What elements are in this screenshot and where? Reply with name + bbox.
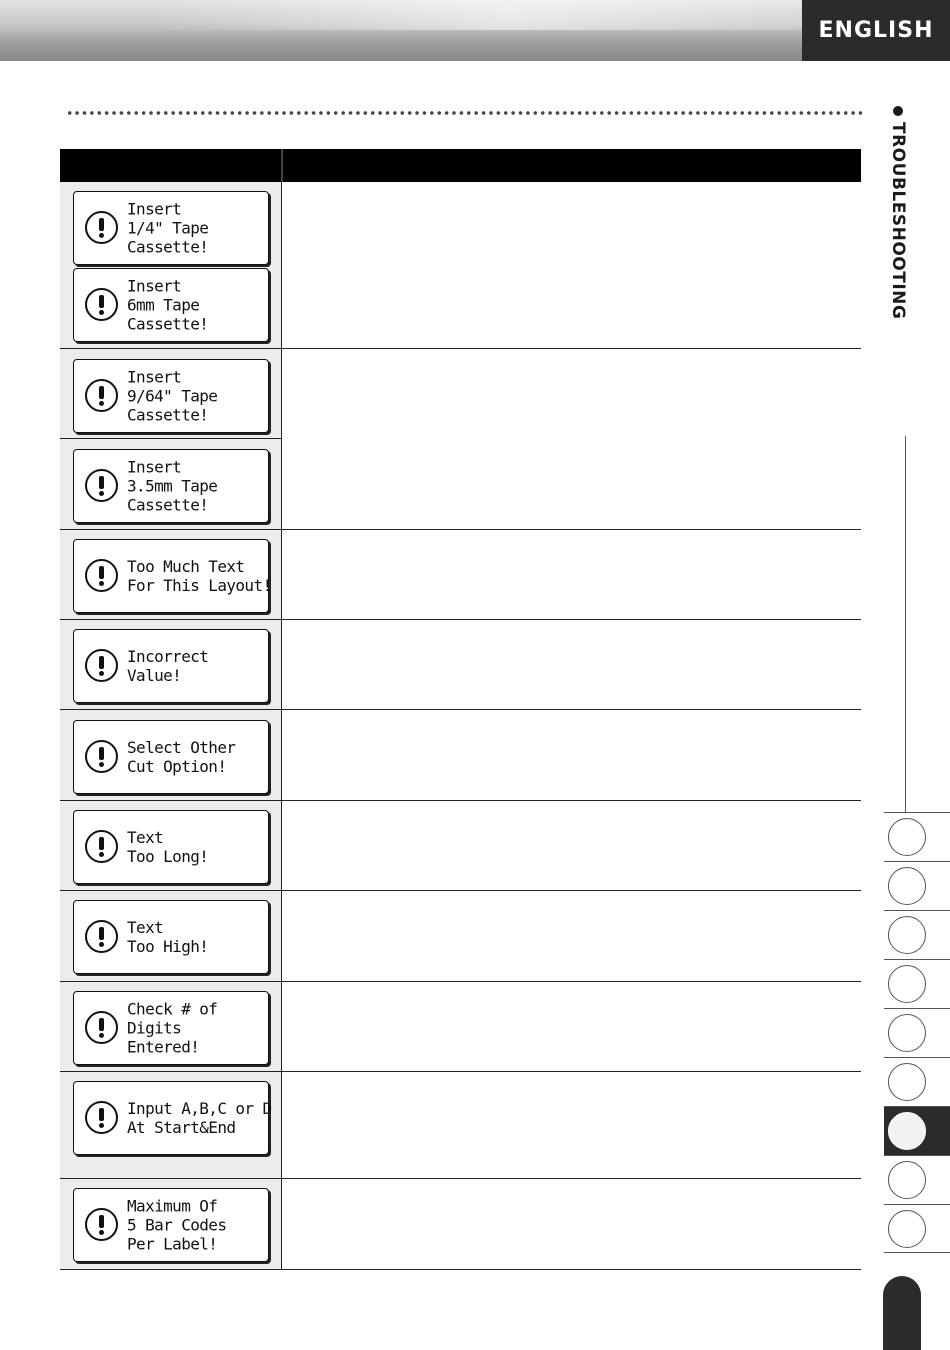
error-message-box bbox=[73, 191, 269, 265]
error-message-box bbox=[73, 810, 269, 884]
section-label bbox=[888, 106, 908, 319]
exclamation-icon bbox=[85, 1208, 118, 1241]
dotted-divider bbox=[66, 110, 862, 116]
chapter-tab-6[interactable] bbox=[884, 1057, 950, 1106]
chapter-tab-9[interactable] bbox=[884, 1204, 950, 1253]
row-divider bbox=[60, 709, 861, 710]
exclamation-icon bbox=[85, 379, 118, 412]
error-message-box bbox=[73, 900, 269, 974]
table-bottom-rule bbox=[60, 1269, 861, 1270]
message-text: Maximum Of 5 Bar Codes Per Label! bbox=[127, 1196, 227, 1254]
row-divider bbox=[60, 348, 861, 349]
message-text: Input A,B,C or D At Start&End bbox=[127, 1099, 272, 1137]
chapter-tab-8[interactable] bbox=[884, 1155, 950, 1204]
exclamation-icon bbox=[85, 288, 118, 321]
message-text: Insert 6mm Tape Cassette! bbox=[127, 276, 209, 334]
error-message-box bbox=[73, 1081, 272, 1155]
error-message-box bbox=[73, 720, 269, 794]
chapter-circle-icon bbox=[888, 1112, 926, 1150]
error-message-box bbox=[73, 1188, 269, 1262]
message-text: Insert 1/4" Tape Cassette! bbox=[127, 199, 209, 257]
chapter-tab-7-active[interactable] bbox=[884, 1106, 950, 1155]
chapter-circle-icon bbox=[888, 1063, 926, 1101]
column-divider bbox=[281, 182, 282, 1270]
message-text: Insert 9/64" Tape Cassette! bbox=[127, 367, 218, 425]
message-text: Text Too Long! bbox=[127, 828, 209, 866]
chapter-circle-icon bbox=[888, 818, 926, 856]
row-divider bbox=[60, 438, 282, 439]
row-divider bbox=[60, 1178, 861, 1179]
chapter-circle-icon bbox=[888, 1161, 926, 1199]
exclamation-icon bbox=[85, 469, 118, 502]
side-rule bbox=[905, 436, 906, 812]
chapter-circle-icon bbox=[888, 867, 926, 905]
message-text: Check # of Digits Entered! bbox=[127, 999, 218, 1057]
row-divider bbox=[60, 619, 861, 620]
row-divider bbox=[60, 981, 861, 982]
chapter-tab-1[interactable] bbox=[884, 812, 950, 861]
error-message-box bbox=[73, 539, 272, 613]
error-message-box bbox=[73, 449, 269, 523]
row-divider bbox=[60, 1071, 861, 1072]
chapter-tab-5[interactable] bbox=[884, 1008, 950, 1057]
error-message-box bbox=[73, 991, 269, 1065]
header-band bbox=[0, 0, 802, 61]
message-text: Text Too High! bbox=[127, 918, 209, 956]
exclamation-icon bbox=[85, 920, 118, 953]
exclamation-icon bbox=[85, 740, 118, 773]
section-label-text: TROUBLESHOOTING bbox=[888, 122, 908, 320]
chapter-tab-3[interactable] bbox=[884, 910, 950, 959]
exclamation-icon bbox=[85, 559, 118, 592]
language-tab: ENGLISH bbox=[802, 0, 950, 61]
row-divider bbox=[60, 800, 861, 801]
exclamation-icon bbox=[85, 1011, 118, 1044]
chapter-circle-icon bbox=[888, 916, 926, 954]
row-divider bbox=[60, 890, 861, 891]
row-divider bbox=[60, 529, 861, 530]
error-message-box bbox=[73, 268, 269, 342]
message-text: Select Other Cut Option! bbox=[127, 738, 236, 776]
bullet-icon bbox=[893, 106, 903, 116]
chapter-circle-icon bbox=[888, 1014, 926, 1052]
exclamation-icon bbox=[85, 649, 118, 682]
page-number-tab bbox=[883, 1276, 921, 1350]
exclamation-icon bbox=[85, 1101, 118, 1134]
message-text: Too Much Text For This Layout! bbox=[127, 557, 272, 595]
chapter-circle-icon bbox=[888, 1210, 926, 1248]
chapter-tabs bbox=[884, 812, 950, 1253]
table-header bbox=[60, 149, 861, 182]
message-text: Insert 3.5mm Tape Cassette! bbox=[127, 457, 218, 515]
chapter-tab-2[interactable] bbox=[884, 861, 950, 910]
exclamation-icon bbox=[85, 211, 118, 244]
exclamation-icon bbox=[85, 830, 118, 863]
message-text: Incorrect Value! bbox=[127, 647, 209, 685]
chapter-circle-icon bbox=[888, 965, 926, 1003]
chapter-tab-4[interactable] bbox=[884, 959, 950, 1008]
error-message-box bbox=[73, 359, 269, 433]
error-message-box bbox=[73, 629, 269, 703]
